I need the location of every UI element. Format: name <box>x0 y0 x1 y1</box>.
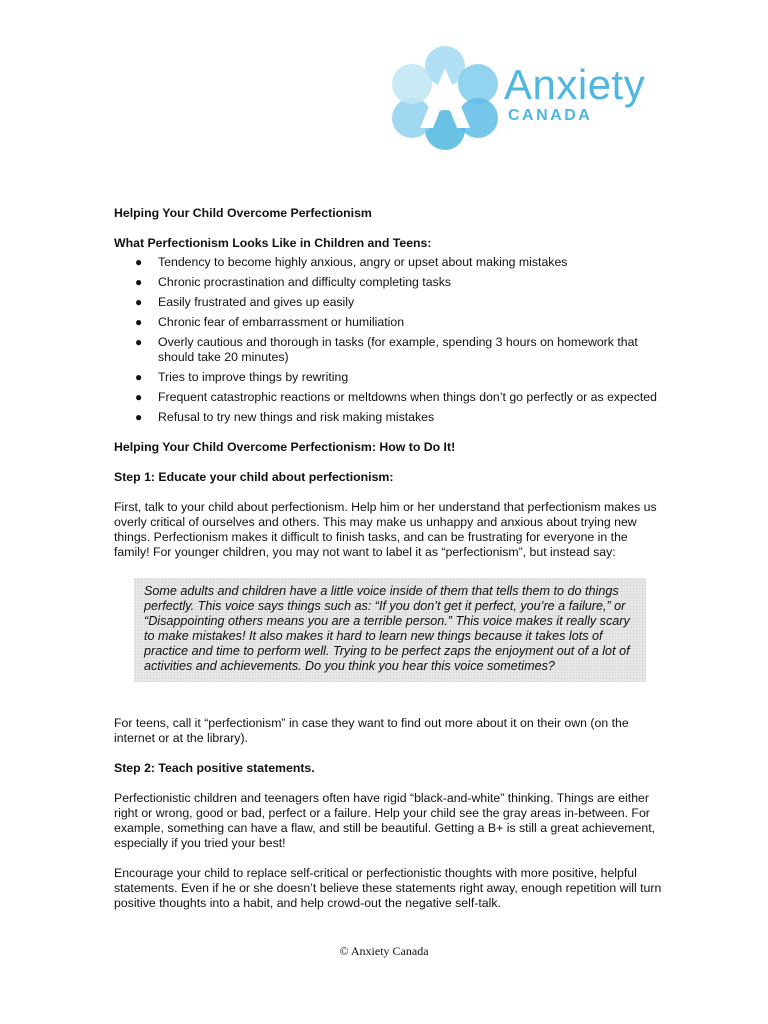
bullet-icon: ● <box>135 410 143 424</box>
bullet-icon: ● <box>135 315 143 329</box>
list-item: ● Frequent catastrophic reactions or meltdowns when things don’t go perfectly or as expected <box>135 390 657 404</box>
list-item: ● Tendency to become highly anxious, angry or upset about making mistakes <box>135 255 568 269</box>
bullet-icon: ● <box>135 390 143 404</box>
step2-paragraph-1: Perfectionistic children and teenagers often have rigid “black-and-white” thinking. Things are either right or wrong, good or bad, perfect or a failure. Help your child see the gray areas in-between. For example, something can have a flaw, and still be beautiful. Getting a B+ is still a great achievement, especially if you tried your best! <box>114 791 656 850</box>
bullet-icon: ● <box>135 295 143 309</box>
logo-wordmark: Anxiety <box>504 61 646 108</box>
step1-heading: Step 1: Educate your child about perfectionism: <box>114 470 394 484</box>
bullet-icon: ● <box>135 275 143 289</box>
logo-subtitle: CANADA <box>508 107 593 124</box>
bullet-icon: ● <box>135 335 143 349</box>
list-item: ● Overly cautious and thorough in tasks (for example, spending 3 hours on homework that should take 20 minutes) <box>135 335 638 364</box>
logo-mark-icon <box>390 44 500 150</box>
anxiety-canada-logo <box>390 44 660 150</box>
list-item: ● Chronic fear of embarrassment or humiliation <box>135 315 405 329</box>
bullet-icon: ● <box>135 255 143 269</box>
step1-paragraph: First, talk to your child about perfectionism. Help him or her understand that perfectionism makes us overly critical of ourselves and others. This may make us unhappy and anxious about trying new things. Perfectionism makes it difficult to finish tasks, and can be frustrating for everyone in the family! For younger children, you may not want to label it as “perfectionism”, but instead say: <box>114 500 657 559</box>
list-item: ● Chronic procrastination and difficulty completing tasks <box>135 275 451 289</box>
document-body <box>114 206 662 911</box>
step2-heading: Step 2: Teach positive statements. <box>114 761 315 775</box>
list-item: ● Easily frustrated and gives up easily <box>135 295 355 309</box>
list-item: ● Tries to improve things by rewriting <box>135 370 349 384</box>
page-title: Helping Your Child Overcome Perfectionism <box>114 206 372 220</box>
bullet-icon: ● <box>135 370 143 384</box>
quote-text: Some adults and children have a little voice inside of them that tells them to do things perfectly. This voice says things such as: “If you don’t get it perfect, you’re a failure,” or “Disappointing others means you are a terrible person.” This voice makes it really scary to make mistakes! It also makes it hard to learn new things because it takes lots of practice and time to perform well. Trying to be perfect zaps the enjoyment out of a lot of activities and achievements. Do you think you hear this voice sometimes? <box>144 584 630 673</box>
footer-copyright: © Anxiety Canada <box>339 944 429 958</box>
section-heading-signs: What Perfectionism Looks Like in Children and Teens: <box>114 236 432 250</box>
quote-box <box>134 578 646 682</box>
signs-list <box>114 255 662 425</box>
teens-paragraph: For teens, call it “perfectionism” in case they want to find out more about it on their own (on the internet or at the library). <box>114 716 629 745</box>
list-item: ● Refusal to try new things and risk making mistakes <box>135 410 435 424</box>
section-heading-how-to: Helping Your Child Overcome Perfectionism: How to Do It! <box>114 440 456 454</box>
step2-paragraph-2: Encourage your child to replace self-critical or perfectionistic thoughts with more positive, helpful statements. Even if he or she doesn’t believe these statements right away, enough repetition will turn positive thoughts into a habit, and help crowd-out the negative self-talk. <box>114 866 662 910</box>
